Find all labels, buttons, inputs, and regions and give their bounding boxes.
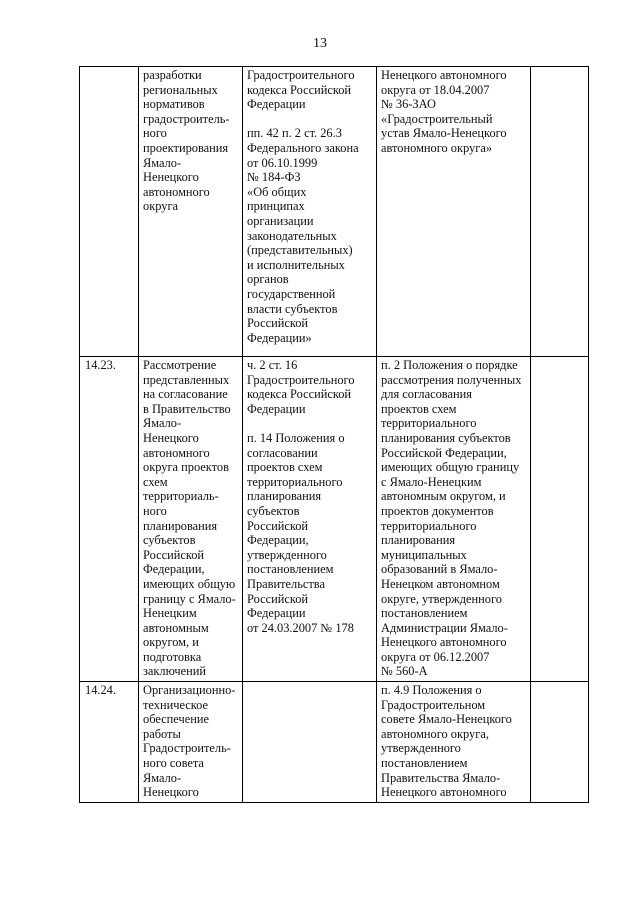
item-number [80, 67, 139, 357]
item-number: 14.24. [80, 682, 139, 803]
item-number: 14.23. [80, 357, 139, 682]
note-cell [531, 682, 589, 803]
page-number: 13 [313, 36, 327, 51]
note-cell [531, 67, 589, 357]
legal-basis-cell: ч. 2 ст. 16 Градостроительного кодекса Российской Федерации п. 14 Положения о согласовании проектов схем территориального планирования субъектов Российской Федерации, утвержденного постановлением Правительства Российской Федерации от 24.03.2007 № 178 [243, 357, 377, 682]
legal-basis-cell: Градостроительного кодекса Российской Федерации пп. 42 п. 2 ст. 26.3 Федерального закона от 06.10.1999 № 184-ФЗ «Об общих принципах организации законодательных (представительных) и исполнительных органов государственной власти субъектов Российской Федерации» [243, 67, 377, 357]
table-row [80, 67, 589, 357]
table-row [80, 357, 589, 682]
table-row [80, 682, 589, 803]
legal-basis-cell [243, 682, 377, 803]
regional-act-cell: Ненецкого автономного округа от 18.04.2007 № 36-ЗАО «Градостроительный устав Ямало-Ненецкого автономного округа» [377, 67, 531, 357]
document-table [79, 66, 589, 803]
regional-act-cell: п. 2 Положения о порядке рассмотрения полученных для согласования проектов схем территориального планирования субъектов Российской Федерации, имеющих общую границу с Ямало-Ненецким автономным округом, и проектов документов территориального планирования муниципальных образований в Ямало- Ненецком автономном округе, утвержденного постановлением Администрации Ямало- Ненецкого автономного округа от 06.12.2007 № 560-А [377, 357, 531, 682]
measure-cell: Организационно- техническое обеспечение работы Градостроитель- ного совета Ямало- Ненецкого [139, 682, 243, 803]
note-cell [531, 357, 589, 682]
measure-cell: разработки региональных нормативов градостроитель- ного проектирования Ямало- Ненецкого автономного округа [139, 67, 243, 357]
regional-act-cell: п. 4.9 Положения о Градостроительном совете Ямало-Ненецкого автономного округа, утвержденного постановлением Правительства Ямало- Ненецкого автономного [377, 682, 531, 803]
measure-cell: Рассмотрение представленных на согласование в Правительство Ямало- Ненецкого автономного округа проектов схем территориаль- ного планирования субъектов Российской Федерации, имеющих общую границу с Ямало- Ненецким автономным округом, и подготовка заключений [139, 357, 243, 682]
